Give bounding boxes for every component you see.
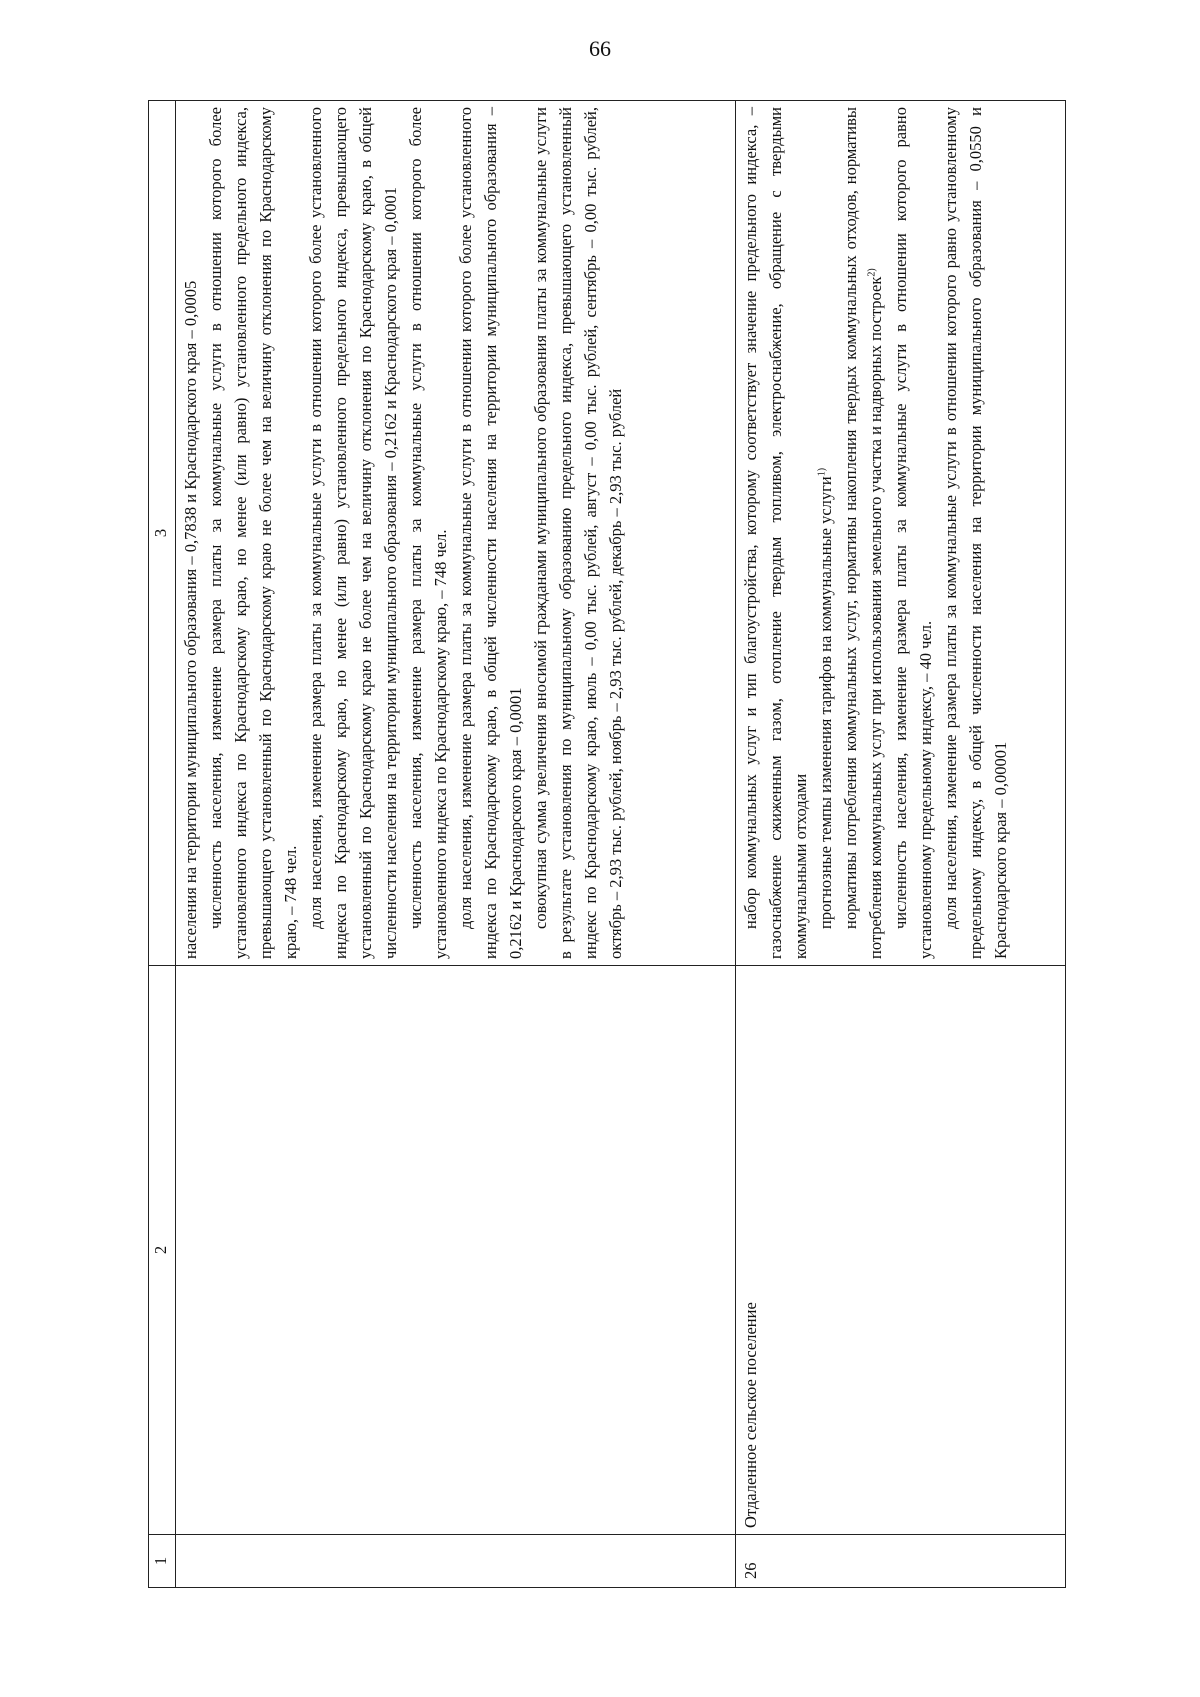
detail-paragraph: численность населения, изменение размера платы за коммунальные услуги в отношении которого более установленного индекса по Краснодарскому краю, – 748 чел. — [406, 107, 450, 959]
detail-paragraph: численность населения, изменение размера платы за коммунальные услуги в отношении которого более установленного индекса по Краснодарскому краю, но менее (или равно) установленного предельного индекса, превышающего установленный по Краснодарскому краю не более чем на величину отклонения по Краснодарскому краю, – 748 чел. — [206, 107, 300, 959]
table-header-row — [149, 101, 176, 1588]
detail-paragraph — [838, 107, 888, 959]
detail-paragraph: доля населения, изменение размера платы за коммунальные услуги в отношении которого более установленного индекса по Краснодарскому краю, но менее (или равно) установленного предельного индекса, превышающего установленный по Краснодарскому краю не более чем на величину отклонения по Краснодарскому краю, в общей численности населения на территории муниципального образования – 0,2162 и Краснодарского края – 0,0001 — [306, 107, 400, 959]
table-row — [176, 101, 736, 1588]
detail-paragraph: доля населения, изменение размера платы за коммунальные услуги в отношении которого более установленного индекса по Краснодарскому краю, в общей численности населения на территории муниципального образования – 0,2162 и Краснодарского края – 0,0001 — [456, 107, 525, 959]
document-table — [148, 100, 1066, 1588]
table-row — [736, 101, 1066, 1588]
row-number-cell: 26 — [736, 1535, 1066, 1588]
detail-paragraph: населения на территории муниципального образования – 0,7838 и Краснодарского края – 0,0005 — [181, 280, 200, 959]
footnote-marker: 2) — [866, 268, 878, 277]
rotated-table-wrapper — [148, 107, 1066, 1588]
detail-paragraph: численность населения, изменение размера платы за коммунальные услуги в отношении которого равно установленному предельному индексу, – 40 чел. — [891, 107, 935, 959]
header-col-1: 1 — [149, 1535, 176, 1588]
detail-paragraph-text: нормативы потребления коммунальных услуг, нормативы накопления твердых коммунальных отходов, нормативы потребления коммунальных услуг при использовании земельного участка и надворных построек — [841, 107, 885, 959]
detail-paragraph: набор коммунальных услуг и тип благоустройства, которому соответствует значение предельного индекса, – газоснабжение сжиженным газом, отопление твердым топливом, электроснабжение, обращение с твердыми коммунальными отходами — [741, 107, 810, 959]
detail-paragraph — [813, 107, 838, 959]
header-col-3: 3 — [149, 101, 176, 966]
detail-paragraph: доля населения, изменение размера платы за коммунальные услуги в отношении которого равно установленному предельному индексу, в общей численности населения на территории муниципального образования – 0,0550 и Краснодарского края – 0,00001 — [941, 107, 1010, 959]
header-col-2: 2 — [149, 966, 176, 1535]
footnote-marker: 1) — [816, 467, 828, 477]
row-number-cell — [176, 1535, 736, 1588]
detail-paragraph-text: прогнозные темпы изменения тарифов на коммунальные услуги — [816, 476, 835, 929]
page-number: 66 — [589, 36, 611, 61]
detail-paragraph: совокупная сумма увеличения вносимой гражданами муниципального образования платы за коммунальные услуги в результате установления по муниципальному образованию предельного индекса, превышающего установленный индекс по Краснодарскому краю, июль – 0,00 тыс. рублей, август – 0,00 тыс. рублей, сентябрь – 0,00 тыс. рублей, октябрь – 2,93 тыс. рублей, ноябрь – 2,93 тыс. рублей, декабрь – 2,93 тыс. рублей — [531, 107, 625, 959]
municipality-name-cell: Отдаленное сельское поселение — [736, 966, 1066, 1535]
row-details-cell — [736, 101, 1066, 966]
row-details-cell — [176, 101, 736, 966]
municipality-name-cell — [176, 966, 736, 1535]
